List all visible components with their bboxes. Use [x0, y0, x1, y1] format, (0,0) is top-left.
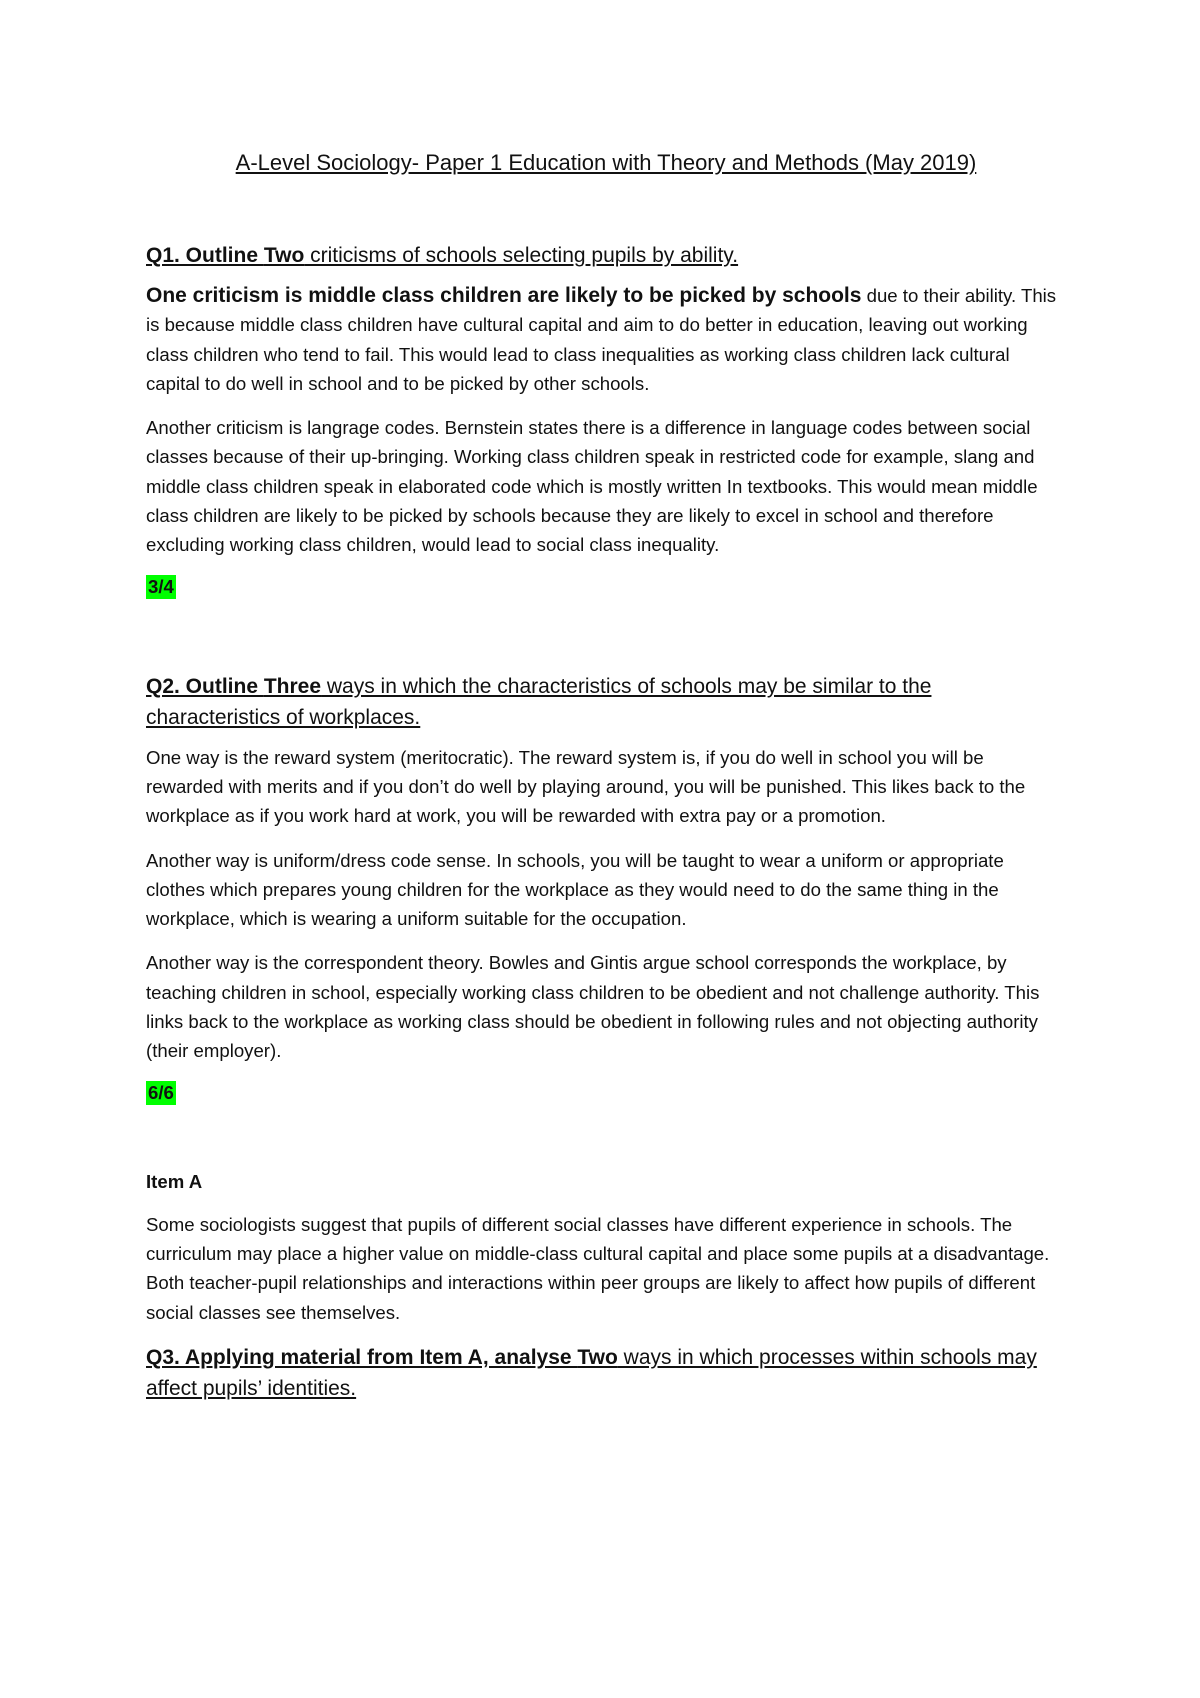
question-1-heading: [146, 240, 1066, 271]
question-2-prefix: Q2. Outline: [146, 674, 264, 698]
question-1-prefix: Q1. Outline: [146, 244, 264, 267]
question-1-answer-1-lead: One criticism is middle class children are likely to be picked by schools: [146, 284, 862, 307]
question-3-emphasis: Two: [577, 1345, 618, 1369]
question-2-answer-1: One way is the reward system (meritocratic). The reward system is, if you do well in school you will be rewarded with merits and if you don’t do well by playing around, you will be punished. This likes back to the workplace as if you work hard at work, you will be rewarded with extra pay or a promotion.: [146, 746, 1026, 827]
question-1-emphasis: Two: [263, 244, 305, 267]
question-1-rest: criticisms of schools selecting pupils by ability.: [304, 244, 739, 267]
question-1-answer-1-rest: due to their ability. This is because middle class children have cultural capital and aim to do better in education, leaving out working class children who tend to fail. This would lead to class inequalities as working class children lack cultural capital to do well in school and to be picked by other schools.: [146, 285, 1057, 394]
question-1-answer-1: [146, 281, 1066, 398]
question-2-score: 6/6: [148, 1081, 174, 1103]
question-2-rest: ways in which the characteristics of schools may be similar to the characteristics of workplaces.: [146, 674, 932, 729]
question-2-answer-2: Another way is uniform/dress code sense. In schools, you will be taught to wear a uniform or appropriate clothes which prepares young children for the workplace as they would need to do the same thing in the workplace, which is wearing a uniform suitable for the occupation.: [146, 849, 1004, 930]
question-2-answer-3: Another way is the correspondent theory. Bowles and Gintis argue school corresponds the workplace, by teaching children in school, especially working class children to be obedient and not challenge authority. This links back to the workplace as working class should be obedient in following rules and not objecting authority (their employer).: [146, 952, 1040, 1062]
question-3-rest: ways in which processes within schools may affect pupils’ identities.: [146, 1345, 1037, 1400]
question-3-heading: [146, 1342, 1066, 1404]
question-3-prefix: Q3. Applying material from Item A, analyse: [146, 1345, 578, 1369]
item-a-label: Item A: [146, 1170, 203, 1192]
item-a-text: Some sociologists suggest that pupils of different social classes have different experience in schools. The curriculum may place a higher value on middle-class cultural capital and place some pupils at a disadvantage. Both teacher-pupil relationships and interactions within peer groups are likely to affect how pupils of different social classes see themselves.: [146, 1213, 1050, 1323]
question-2-emphasis: Three: [263, 674, 322, 698]
question-2-heading: [146, 671, 1066, 733]
document-body: [146, 148, 1066, 1414]
document-title: A-Level Sociology- Paper 1 Education with Theory and Methods (May 2019): [235, 150, 977, 175]
question-1-answer-2: Another criticism is langrage codes. Bernstein states there is a difference in language codes between social classes because of their up-bringing. Working class children speak in restricted code for example, slang and middle class children speak in elaborated code which is mostly written In textbooks. This would mean middle class children are likely to be picked by schools because they are likely to excel in school and therefore excluding working class children, would lead to social class inequality.: [146, 417, 1038, 556]
question-1-score: 3/4: [148, 575, 174, 597]
